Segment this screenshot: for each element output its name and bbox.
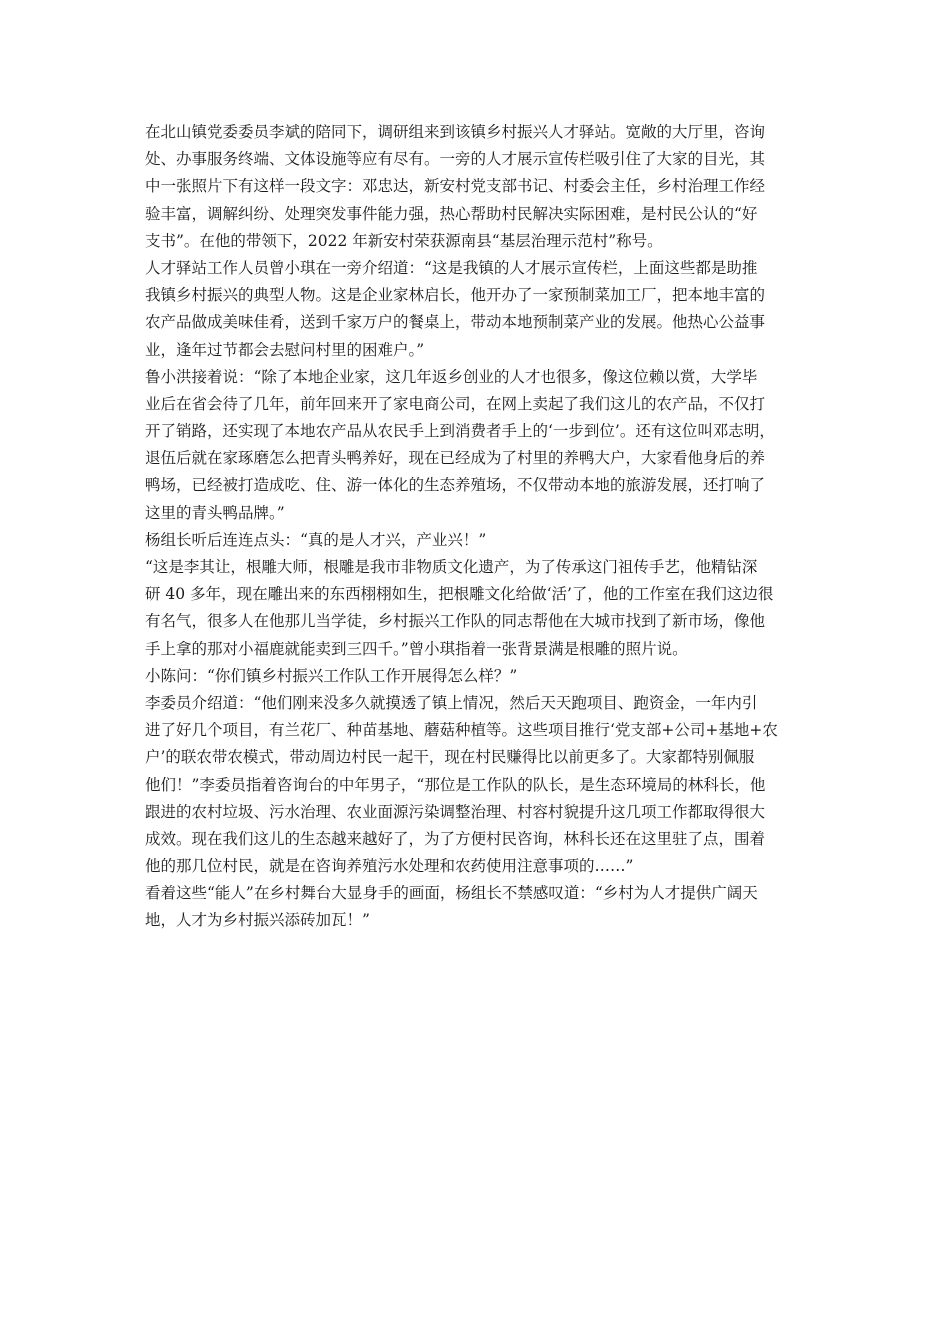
text-line: 业，逢年过节都会去慰问村里的困难户。” <box>145 340 425 359</box>
text-line: 小陈问：“你们镇乡村振兴工作队工作开展得怎么样？” <box>145 666 518 685</box>
text-line: 业后在省会待了几年，前年回来开了家电商公司，在网上卖起了我们这儿的农产品，不仅打 <box>145 394 766 413</box>
text-line: 户’的联农带农模式，带动周边村民一起干，现在村民赚得比以前更多了。大家都特别佩服 <box>145 748 755 767</box>
text-line: 处、办事服务终端、文体设施等应有尽有。一旁的人才展示宣传栏吸引住了大家的目光，其 <box>145 150 766 169</box>
text-line: 我镇乡村振兴的典型人物。这是企业家林启长，他开办了一家预制菜加工厂，把本地丰富的 <box>145 286 766 305</box>
text-line: 研 40 多年，现在雕出来的东西栩栩如生，把根雕文化给做‘活’了，他的工作室在我们这边很 <box>145 585 774 604</box>
text-line: 李委员介绍道：“他们刚来没多久就摸透了镇上情况，然后天天跑项目、跑资金，一年内引 <box>145 693 758 712</box>
text-line: 杨组长听后连连点头：“真的是人才兴，产业兴！” <box>145 530 487 549</box>
text-line: “这是李其让，根雕大师，根雕是我市非物质文化遗产，为了传承这门祖传手艺，他精钻深 <box>145 558 758 576</box>
text-line: 退伍后就在家琢磨怎么把青头鸭养好，现在已经成为了村里的养鸭大户，大家看他身后的养 <box>145 449 766 468</box>
text-line: 看着这些“能人”在乡村舞台大显身手的画面，杨组长不禁感叹道：“乡村为人才提供广阔天 <box>145 884 758 903</box>
text-line: 农产品做成美味佳肴，送到千家万户的餐桌上，带动本地预制菜产业的发展。他热心公益事 <box>145 313 766 332</box>
text-line: 验丰富，调解纠纷、处理突发事件能力强，热心帮助村民解决实际困难，是村民公认的“好 <box>145 204 758 223</box>
text-line: 鸭场，已经被打造成吃、住、游一体化的生态养殖场，不仅带动本地的旅游发展，还打响了 <box>145 476 766 495</box>
text-line: 人才驿站工作人员曾小琪在一旁介绍道：“这是我镇的人才展示宣传栏，上面这些都是助推 <box>145 258 758 277</box>
article-body <box>145 119 845 935</box>
text-line: 开了销路，还实现了本地农产品从农民手上到消费者手上的‘一步到位’。还有这位叫邓志明， <box>145 422 775 441</box>
text-line: 他们！”李委员指着咨询台的中年男子，“那位是工作队的队长，是生态环境局的林科长，他 <box>145 775 766 794</box>
text-line: 跟进的农村垃圾、污水治理、农业面源污染调整治理、村容村貌提升这几项工作都取得很大 <box>145 802 766 821</box>
text-line: 中一张照片下有这样一段文字：邓忠达，新安村党支部书记、村委会主任，乡村治理工作经 <box>145 177 766 196</box>
text-line: 这里的青头鸭品牌。” <box>145 503 285 522</box>
text-line: 他的那几位村民，就是在咨询养殖污水处理和农药使用注意事项的……” <box>145 857 634 876</box>
text-line: 成效。现在我们这儿的生态越来越好了，为了方便村民咨询，林科长还在这里驻了点，围着 <box>145 829 766 848</box>
text-line: 支书”。在他的带领下，2022 年新安村荣获源南县“基层治理示范村”称号。 <box>145 231 663 250</box>
text-line: 鲁小洪接着说：“除了本地企业家，这几年返乡创业的人才也很多，像这位赖以赏，大学毕 <box>145 367 758 386</box>
text-line: 有名气，很多人在他那儿当学徒，乡村振兴工作队的同志帮他在大城市找到了新市场，像他 <box>145 612 766 631</box>
text-line: 手上拿的那对小福鹿就能卖到三四千。”曾小琪指着一张背景满是根雕的照片说。 <box>145 639 688 658</box>
text-line: 在北山镇党委委员李斌的陪同下，调研组来到该镇乡村振兴人才驿站。宽敞的大厅里，咨询 <box>145 123 766 141</box>
text-line: 地，人才为乡村振兴添砖加瓦！” <box>145 911 370 930</box>
text-line: 进了好几个项目，有兰花厂、种苗基地、蘑菇种植等。这些项目推行‘党支部+公司+基地+农 <box>145 721 778 740</box>
